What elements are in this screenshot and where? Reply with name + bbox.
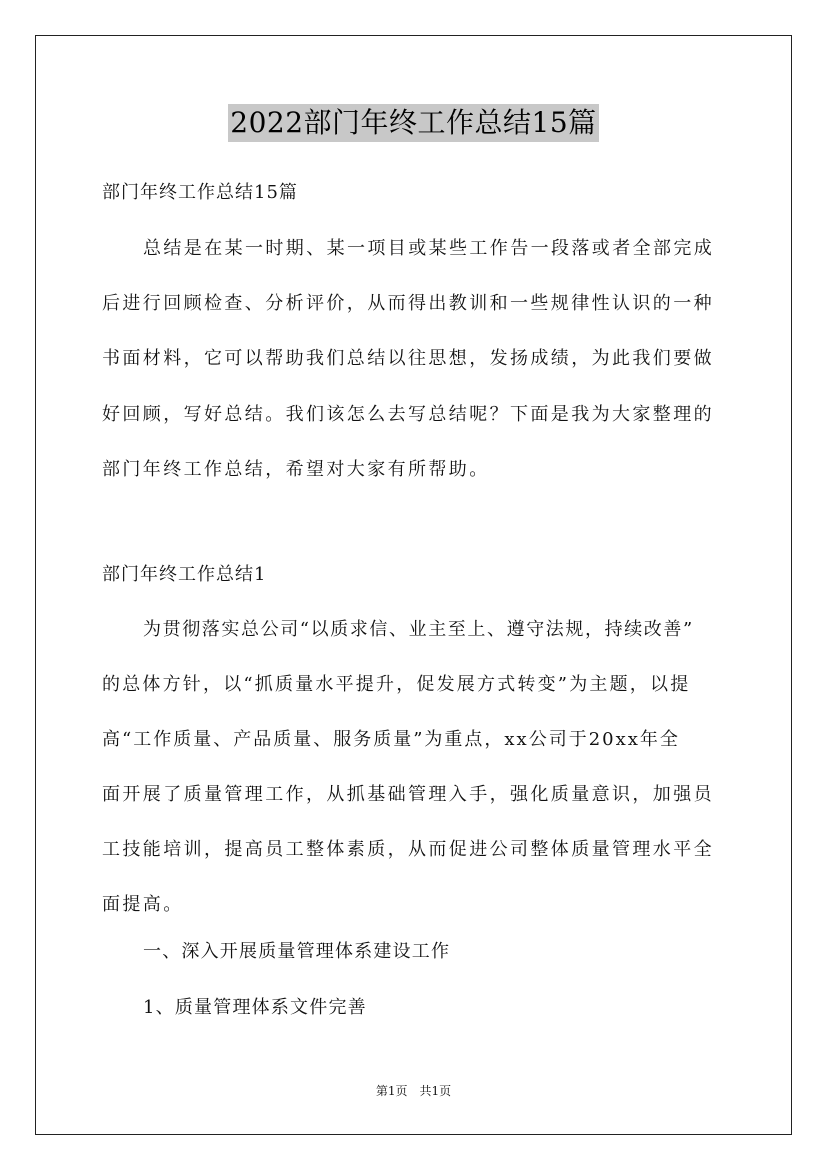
- document-subtitle: 部门年终工作总结15篇: [102, 182, 298, 203]
- heading-level2: 1、质量管理体系文件完善: [143, 997, 367, 1018]
- heading-level1: 一、深入开展质量管理体系建设工作: [143, 941, 451, 962]
- intro-line-4: 好回顾，写好总结。我们该怎么去写总结呢？下面是我为大家整理的: [102, 404, 714, 425]
- section-line-2: 的总体方针，以“抓质量水平提升，促发展方式转变”为主题，以提: [102, 674, 691, 695]
- intro-line-3: 书面材料，它可以帮助我们总结以往思想，发扬成绩，为此我们要做: [102, 348, 714, 369]
- document-title: 2022部门年终工作总结15篇: [228, 104, 598, 142]
- section-line-4: 面开展了质量管理工作，从抓基础管理入手，强化质量意识，加强员: [102, 784, 714, 805]
- page-number-footer: 第1页 共1页: [375, 1084, 452, 1098]
- intro-line-1: 总结是在某一时期、某一项目或某些工作告一段落或者全部完成: [143, 238, 715, 259]
- intro-line-5: 部门年终工作总结，希望对大家有所帮助。: [102, 459, 490, 480]
- section-heading: 部门年终工作总结1: [102, 564, 267, 585]
- section-line-1: 为贯彻落实总公司“以质求信、业主至上、遵守法规，持续改善”: [143, 619, 694, 640]
- intro-line-2: 后进行回顾检查、分析评价，从而得出教训和一些规律性认识的一种: [102, 293, 714, 314]
- title-container: [0, 104, 827, 142]
- section-line-5: 工技能培训，提高员工整体素质，从而促进公司整体质量管理水平全: [102, 839, 714, 860]
- section-line-6: 面提高。: [102, 894, 184, 915]
- section-line-3: 高“工作质量、产品质量、服务质量”为重点，xx公司于20xx年全: [102, 729, 680, 750]
